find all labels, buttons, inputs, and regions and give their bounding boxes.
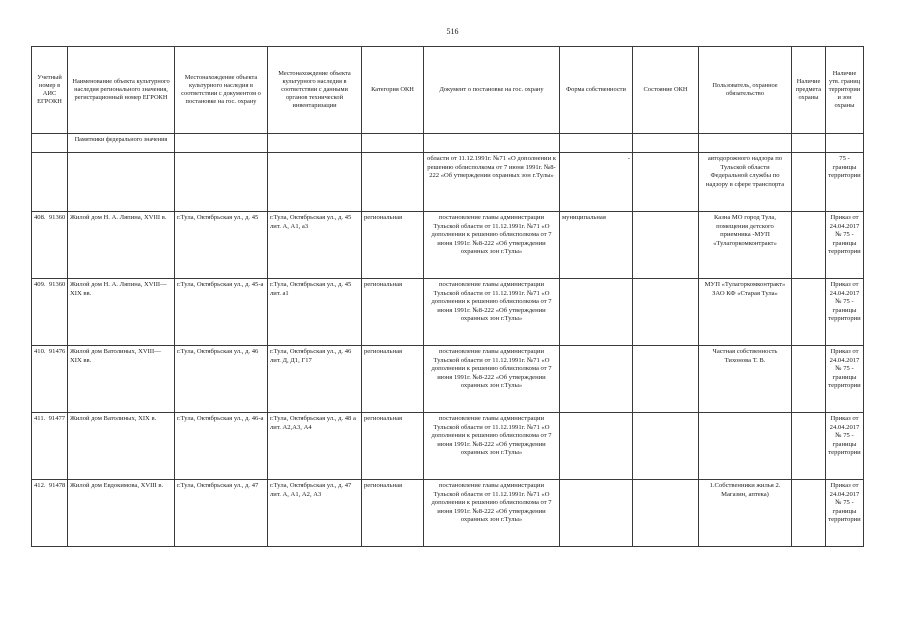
table-row: [32, 346, 864, 413]
subject-cell: [792, 413, 826, 480]
document-cell: постановление главы администрации Тульской области от 11.12.1991г. №71 «О дополнении к решению облисполкома от 7 июня 1991г. №8-222 «Об утверждении охранных зон г.Тулы»: [424, 480, 560, 547]
header-cell: Пользователь, охранное обязательство: [699, 47, 792, 134]
state-cell: [633, 480, 699, 547]
table-header-row: [32, 47, 864, 134]
location-tech: г.Тула, Октябрьская ул., д. 47 лит. А, А1, А2, А3: [268, 480, 362, 547]
user-cell: Частная собственность Тихонова Т. В.: [699, 346, 792, 413]
location-doc: г.Тула, Октябрьская ул., д. 47: [175, 480, 268, 547]
record-number: 409. 91360: [32, 279, 68, 346]
ownership-cell: [560, 279, 633, 346]
user-cell: Казна МО город Тула, помещения детского приемника -МУП «Тулагоркомконтракт»: [699, 212, 792, 279]
heritage-register-table: [31, 46, 864, 547]
header-cell: Наличие предмета охраны: [792, 47, 826, 134]
location-tech: г.Тула, Октябрьская ул., д. 48 а лит. А2,А3, А4: [268, 413, 362, 480]
state-cell: [633, 279, 699, 346]
header-cell: Наименование объекта культурного наследия регионального значения, регистрационный номер ЕГРОКН: [68, 47, 175, 134]
table-row: [32, 413, 864, 480]
borders-cell: Приказ от 24.04.2017 № 75 - границы территории: [826, 279, 864, 346]
subject-cell: [792, 279, 826, 346]
subject-cell: [792, 346, 826, 413]
record-number: 410. 91476: [32, 346, 68, 413]
continuation-row: [32, 153, 864, 212]
document-cell: постановление главы администрации Тульской области от 11.12.1991г. №71 «О дополнении к решению облисполкома от 7 июня 1991г. №8-222 «Об утверждении охранных зон г.Тулы»: [424, 413, 560, 480]
borders-cell: Приказ от 24.04.2017 № 75 - границы территории: [826, 346, 864, 413]
table-row: [32, 212, 864, 279]
header-cell: Местонахождение объекта культурного наследия в соответствии с данными органов технической инвентаризации: [268, 47, 362, 134]
object-name: Жилой дом Н. А. Ляпина, XVIII в.: [68, 212, 175, 279]
location-doc: г.Тула, Октябрьская ул., д. 45: [175, 212, 268, 279]
borders-cell: Приказ от 24.04.2017 № 75 - границы территории: [826, 413, 864, 480]
document-cell: постановление главы администрации Тульской области от 11.12.1991г. №71 «О дополнении к решению облисполкома от 7 июня 1991г. №8-222 «Об утверждении охранных зон г.Тулы»: [424, 346, 560, 413]
header-cell: Документ о постановке на гос. охрану: [424, 47, 560, 134]
document-cell: постановление главы администрации Тульской области от 11.12.1991г. №71 «О дополнении к решению облисполкома от 7 июня 1991г. №8-222 «Об утверждении охранных зон г.Тулы»: [424, 279, 560, 346]
subject-cell: [792, 480, 826, 547]
category-cell: региональная: [362, 212, 424, 279]
record-number: 412. 91478: [32, 480, 68, 547]
borders-cell: Приказ от 24.04.2017 № 75 - границы территории: [826, 480, 864, 547]
ownership-cell: [560, 346, 633, 413]
record-number: 408. 91360: [32, 212, 68, 279]
object-name: Жилой дом Евдокимова, XVIII в.: [68, 480, 175, 547]
location-doc: г.Тула, Октябрьская ул., д. 46: [175, 346, 268, 413]
location-tech: г.Тула, Октябрьская ул., д. 45 лит. А, А1, а3: [268, 212, 362, 279]
record-number: 411. 91477: [32, 413, 68, 480]
document-cell: постановление главы администрации Тульской области от 11.12.1991г. №71 «О дополнении к решению облисполкома от 7 июня 1991г. №8-222 «Об утверждении охранных зон г.Тулы»: [424, 212, 560, 279]
table-row: [32, 480, 864, 547]
header-cell: Учетный номер в АИС ЕГРОКН: [32, 47, 68, 134]
object-name: Жилой дом Ватолиных, XVIII—XIX вв.: [68, 346, 175, 413]
ownership-cell: [560, 480, 633, 547]
section-subheader: Памятники федерального значения: [68, 134, 175, 153]
header-cell: Местонахождение объекта культурного наследия в соответствии с документом о постановке на гос. охрану: [175, 47, 268, 134]
state-cell: [633, 413, 699, 480]
user-cell: автодорожного надзора по Тульской области Федеральной службы по надзору в сфере транспорта: [699, 153, 792, 212]
header-cell: Наличие утв. границ территории и зон охраны: [826, 47, 864, 134]
user-cell: [699, 413, 792, 480]
header-cell: Состояние ОКН: [633, 47, 699, 134]
page-number: 516: [446, 27, 459, 36]
location-doc: г.Тула, Октябрьская ул., д. 45-а: [175, 279, 268, 346]
ownership-cell: [560, 413, 633, 480]
user-cell: 1.Собственники жилья 2. Магазин, аптека): [699, 480, 792, 547]
table-row: [32, 279, 864, 346]
header-cell: Форма собственности: [560, 47, 633, 134]
borders-cell: 75 - границы территории: [826, 153, 864, 212]
borders-cell: Приказ от 24.04.2017 № 75 - границы территории: [826, 212, 864, 279]
category-cell: региональная: [362, 413, 424, 480]
user-cell: МУП «Тулагоркомконтракт» ЗАО КФ «Старая Тула»: [699, 279, 792, 346]
ownership-cell: муниципальная: [560, 212, 633, 279]
category-cell: региональная: [362, 346, 424, 413]
location-tech: г.Тула, Октябрьская ул., д. 46 лит. Д, Д1, Г17: [268, 346, 362, 413]
object-name: Жилой дом Н. А. Ляпина, XVIII—XIX вв.: [68, 279, 175, 346]
ownership-cell: -: [560, 153, 633, 212]
header-cell: Категория ОКН: [362, 47, 424, 134]
state-cell: [633, 346, 699, 413]
subject-cell: [792, 212, 826, 279]
location-tech: г.Тула, Октябрьская ул., д. 45 лит. а1: [268, 279, 362, 346]
category-cell: региональная: [362, 480, 424, 547]
category-cell: региональная: [362, 279, 424, 346]
location-doc: г.Тула, Октябрьская ул., д. 46-а: [175, 413, 268, 480]
section-subheader-row: [32, 134, 864, 153]
state-cell: [633, 212, 699, 279]
object-name: Жилой дом Ватолиных, XIX в.: [68, 413, 175, 480]
document-cell: области от 11.12.1991г. №71 «О дополнении к решению облисполкома от 7 июня 1991г. №8-222 «Об утверждении охранных зон г.Тулы»: [424, 153, 560, 212]
